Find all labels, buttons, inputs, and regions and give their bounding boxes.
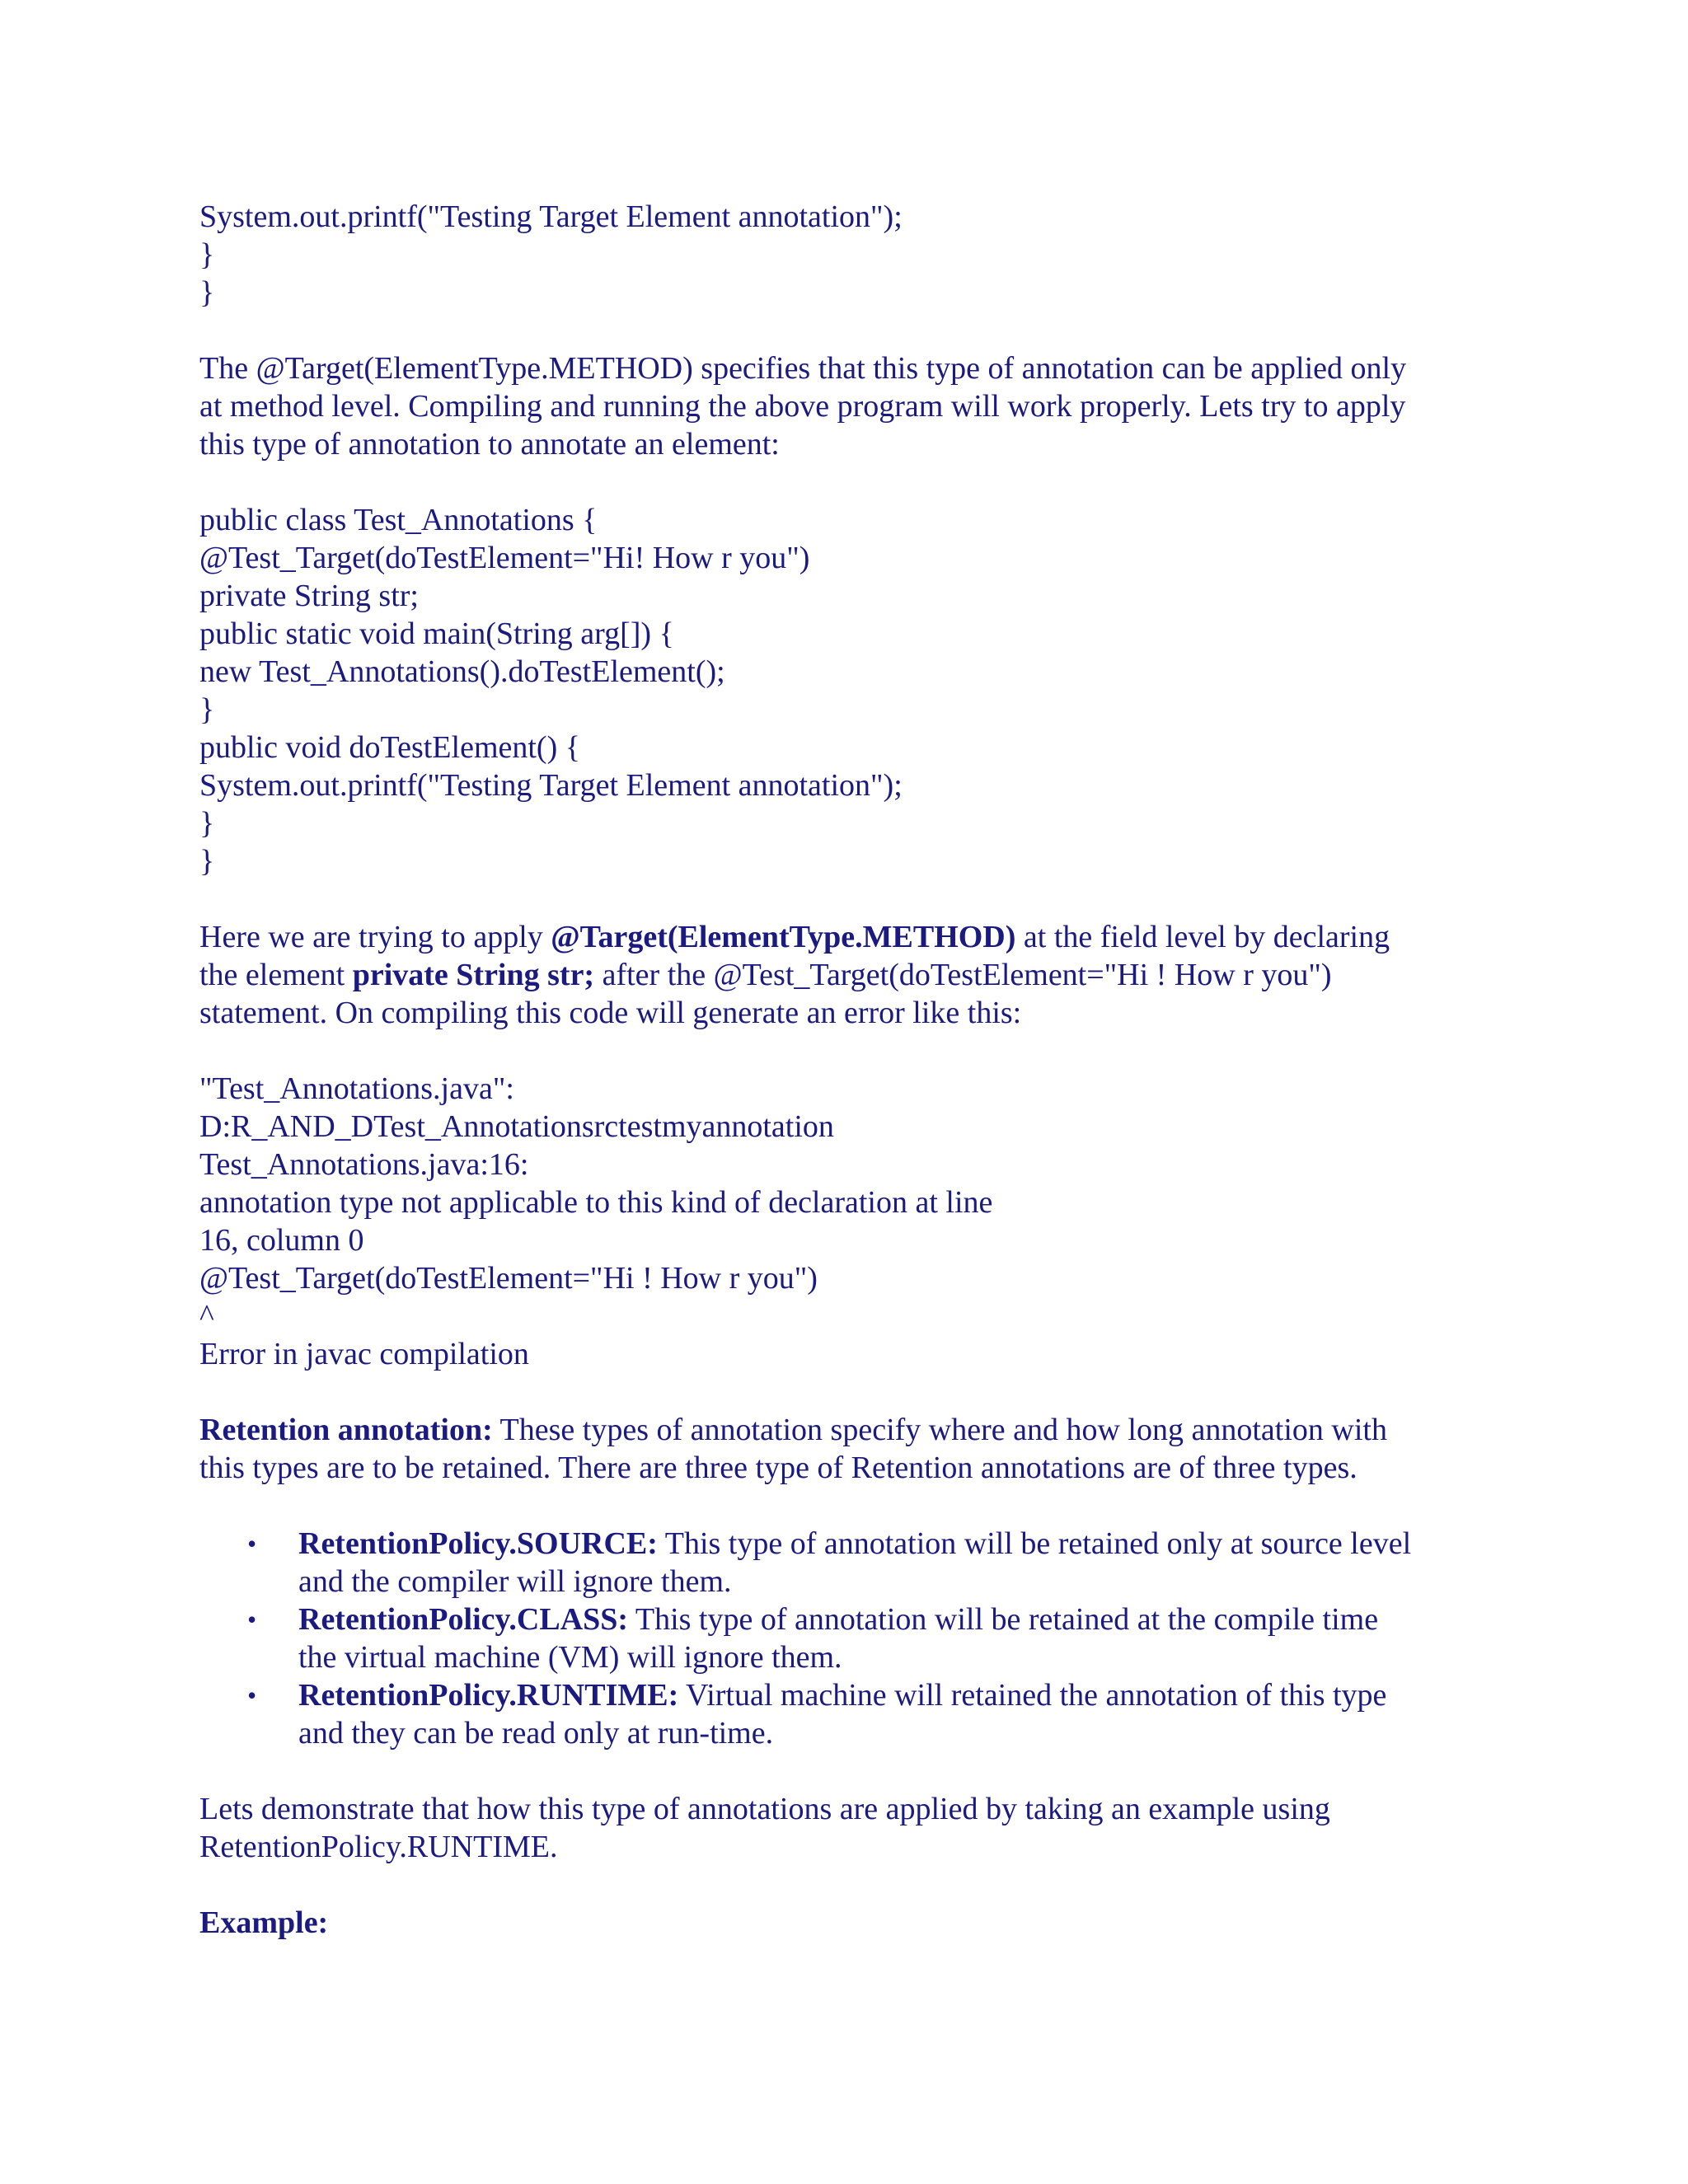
spacer xyxy=(199,1866,1518,1904)
list-item xyxy=(199,1525,1518,1601)
text-line: the virtual machine (VM) will ignore them. xyxy=(298,1640,842,1675)
text-line: this type of annotation to annotate an element: xyxy=(199,427,780,462)
text-line xyxy=(199,956,1518,994)
text-line xyxy=(298,1601,1518,1638)
text-line xyxy=(298,1525,1518,1563)
bullet-icon: • xyxy=(247,1680,257,1710)
spacer xyxy=(199,1373,1518,1411)
code-line: System.out.printf("Testing Target Element annotation"); xyxy=(199,768,903,803)
error-line: Error in javac compilation xyxy=(199,1337,529,1371)
spacer xyxy=(199,312,1518,349)
error-line: D:R_AND_DTest_Annotationsrctestmyannotation xyxy=(199,1109,834,1144)
text-line: The @Target(ElementType.METHOD) specifies that this type of annotation can be applied only xyxy=(199,351,1407,386)
text-run: Virtual machine will retained the annotation of this type xyxy=(678,1678,1387,1713)
code-line: public class Test_Annotations { xyxy=(199,503,598,537)
compiler-error-block xyxy=(199,1070,1518,1373)
text-line: this types are to be retained. There are three type of Retention annotations are of three types. xyxy=(199,1451,1357,1485)
paragraph-demo xyxy=(199,1790,1518,1866)
text-line: at method level. Compiling and running the above program will work properly. Lets try to apply xyxy=(199,389,1406,424)
bold-run: RetentionPolicy.SOURCE: xyxy=(298,1526,658,1561)
bold-run: RetentionPolicy.CLASS: xyxy=(298,1602,629,1637)
retention-policy-list xyxy=(199,1525,1518,1752)
paragraph-retention-annotation xyxy=(199,1411,1518,1487)
error-line: ^ xyxy=(199,1299,214,1333)
code-line: } xyxy=(199,275,215,310)
paragraph-field-level xyxy=(199,918,1518,1032)
text-run: after the @Test_Target(doTestElement="Hi ! How r you") xyxy=(594,958,1332,992)
text-line xyxy=(298,1676,1518,1714)
spacer xyxy=(199,1487,1518,1525)
text-line xyxy=(199,918,1518,956)
bold-run: Retention annotation: xyxy=(199,1413,493,1447)
text-run: at the field level by declaring xyxy=(1015,920,1390,954)
text-run: These types of annotation specify where and how long annotation with xyxy=(492,1413,1387,1447)
bullet-icon: • xyxy=(247,1529,257,1558)
spacer xyxy=(199,880,1518,918)
paragraph-target-method xyxy=(199,349,1518,463)
document-page xyxy=(199,198,1518,1942)
text-line xyxy=(199,1411,1518,1449)
code-line: public static void main(String arg[]) { xyxy=(199,616,674,651)
text-run: the element xyxy=(199,958,353,992)
list-item xyxy=(199,1601,1518,1676)
code-line: System.out.printf("Testing Target Element annotation"); xyxy=(199,199,903,234)
error-line: 16, column 0 xyxy=(199,1223,364,1258)
text-line: and they can be read only at run-time. xyxy=(298,1716,774,1750)
code-line: private String str; xyxy=(199,579,419,613)
text-line: statement. On compiling this code will generate an error like this: xyxy=(199,996,1022,1030)
heading-text: Example: xyxy=(199,1905,329,1940)
code-line: } xyxy=(199,692,215,727)
code-line: public void doTestElement() { xyxy=(199,730,580,765)
spacer xyxy=(199,463,1518,501)
list-item xyxy=(199,1676,1518,1752)
bullet-icon: • xyxy=(247,1605,257,1634)
code-line: } xyxy=(199,844,215,879)
bold-run: private String str; xyxy=(352,958,595,992)
code-line: } xyxy=(199,237,215,272)
code-block-tail xyxy=(199,198,1518,312)
text-line: and the compiler will ignore them. xyxy=(298,1564,732,1599)
error-line: Test_Annotations.java:16: xyxy=(199,1147,529,1182)
error-line: "Test_Annotations.java": xyxy=(199,1071,514,1106)
code-line: } xyxy=(199,806,215,841)
bold-run: @Target(ElementType.METHOD) xyxy=(551,920,1016,954)
text-run: Here we are trying to apply xyxy=(199,920,551,954)
code-line: new Test_Annotations().doTestElement(); xyxy=(199,654,725,689)
code-line: @Test_Target(doTestElement="Hi! How r you") xyxy=(199,541,810,575)
example-heading xyxy=(199,1904,1518,1942)
spacer xyxy=(199,1032,1518,1070)
code-block-test-annotations xyxy=(199,501,1518,880)
error-line: @Test_Target(doTestElement="Hi ! How r you") xyxy=(199,1261,818,1296)
text-line: Lets demonstrate that how this type of annotations are applied by taking an example using xyxy=(199,1792,1330,1826)
text-run: This type of annotation will be retained at the compile time xyxy=(628,1602,1379,1637)
error-line: annotation type not applicable to this kind of declaration at line xyxy=(199,1185,993,1220)
text-run: This type of annotation will be retained only at source level xyxy=(657,1526,1412,1561)
spacer xyxy=(199,1752,1518,1790)
bold-run: RetentionPolicy.RUNTIME: xyxy=(298,1678,679,1713)
text-line: RetentionPolicy.RUNTIME. xyxy=(199,1830,558,1864)
